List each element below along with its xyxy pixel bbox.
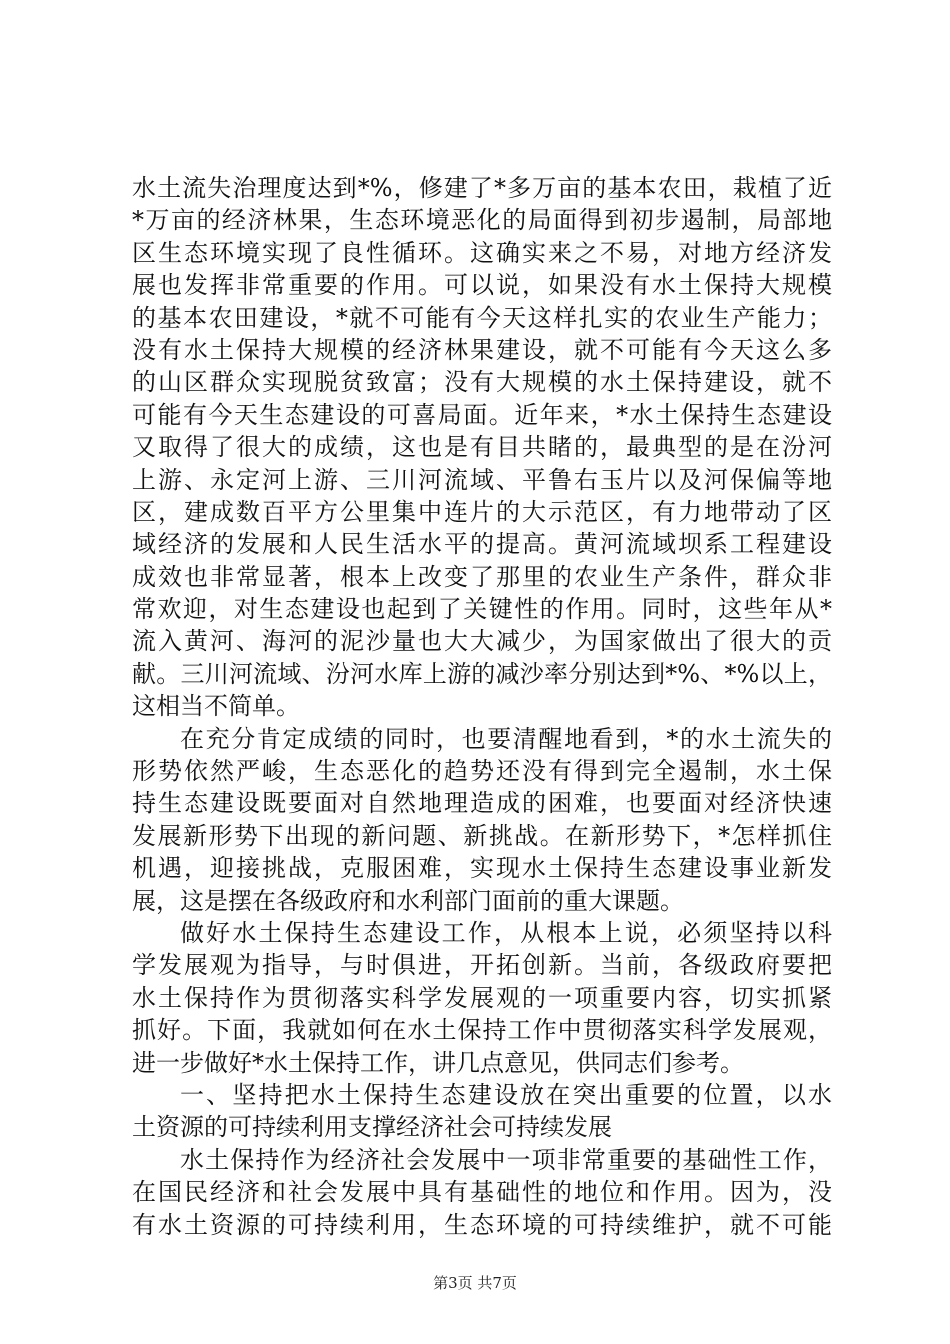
text-line: 流入黄河、海河的泥沙量也大大减少，为国家做出了很大的贡: [132, 627, 832, 656]
text-line: 在国民经济和社会发展中具有基础性的地位和作用。因为，没: [132, 1178, 832, 1207]
text-line: 没有水土保持大规模的经济林果建设，就不可能有今天这么多: [132, 335, 832, 364]
page-footer: 第3页 共7页: [433, 1274, 517, 1292]
text-line: 水土流失治理度达到*%，修建了*多万亩的基本农田，栽植了近: [132, 174, 832, 202]
text-line: 展，这是摆在各级政府和水利部门面前的重大课题。: [132, 886, 684, 915]
text-line: 又取得了很大的成绩，这也是有目共睹的，最典型的是在汾河: [132, 433, 832, 462]
text-line: 成效也非常显著，根本上改变了那里的农业生产条件，群众非: [132, 562, 832, 591]
text-line: 域经济的发展和人民生活水平的提高。黄河流域坝系工程建设: [132, 530, 832, 559]
text-line: 学发展观为指导，与时俱进，开拓创新。当前，各级政府要把: [132, 951, 832, 980]
text-line: 发展新形势下出现的新问题、新挑战。在新形势下，*怎样抓住: [132, 821, 832, 850]
text-line: 常欢迎，对生态建设也起到了关键性的作用。同时，这些年从*: [132, 595, 832, 624]
text-line: 水土保持作为贯彻落实科学发展观的一项重要内容，切实抓紧: [132, 983, 832, 1012]
section-heading-line: 一、坚持把水土保持生态建设放在突出重要的位置，以水: [180, 1080, 832, 1109]
text-line: 献。三川河流域、汾河水库上游的减沙率分别达到*%、*%以上，: [132, 659, 832, 688]
section-heading-line: 土资源的可持续利用支撑经济社会可持续发展: [132, 1113, 612, 1142]
text-line: 进一步做好*水土保持工作，讲几点意见，供同志们参考。: [132, 1048, 744, 1077]
text-line: 有水土资源的可持续利用，生态环境的可持续维护，就不可能: [132, 1210, 832, 1239]
text-line: 抓好。下面，我就如何在水土保持工作中贯彻落实科学发展观，: [132, 1016, 832, 1045]
text-line: 机遇，迎接挑战，克服困难，实现水土保持生态建设事业新发: [132, 854, 832, 883]
text-line: 的基本农田建设，*就不可能有今天这样扎实的农业生产能力；: [132, 303, 832, 332]
text-line: 可能有今天生态建设的可喜局面。近年来，*水土保持生态建设: [132, 400, 832, 429]
text-line: 区生态环境实现了良性循环。这确实来之不易，对地方经济发: [132, 238, 832, 267]
paragraph-start-line: 在充分肯定成绩的同时，也要清醒地看到，*的水土流失的: [180, 724, 832, 753]
paragraph-start-line: 做好水土保持生态建设工作，从根本上说，必须坚持以科: [180, 918, 832, 947]
body-text: [132, 172, 832, 1241]
text-line: 形势依然严峻，生态恶化的趋势还没有得到完全遏制，水土保: [132, 757, 832, 786]
text-line: 持生态建设既要面对自然地理造成的困难，也要面对经济快速: [132, 789, 832, 818]
text-line: 展也发挥非常重要的作用。可以说，如果没有水土保持大规模: [132, 271, 832, 300]
text-line: *万亩的经济林果，生态环境恶化的局面得到初步遏制，局部地: [132, 206, 832, 235]
text-line: 这相当不简单。: [132, 692, 300, 721]
text-line: 区，建成数百平方公里集中连片的大示范区，有力地带动了区: [132, 497, 832, 526]
text-line: 上游、永定河上游、三川河流域、平鲁右玉片以及河保偏等地: [132, 465, 832, 494]
paragraph-start-line: 水土保持作为经济社会发展中一项非常重要的基础性工作，: [180, 1145, 832, 1174]
text-line: 的山区群众实现脱贫致富；没有大规模的水土保持建设，就不: [132, 368, 832, 397]
